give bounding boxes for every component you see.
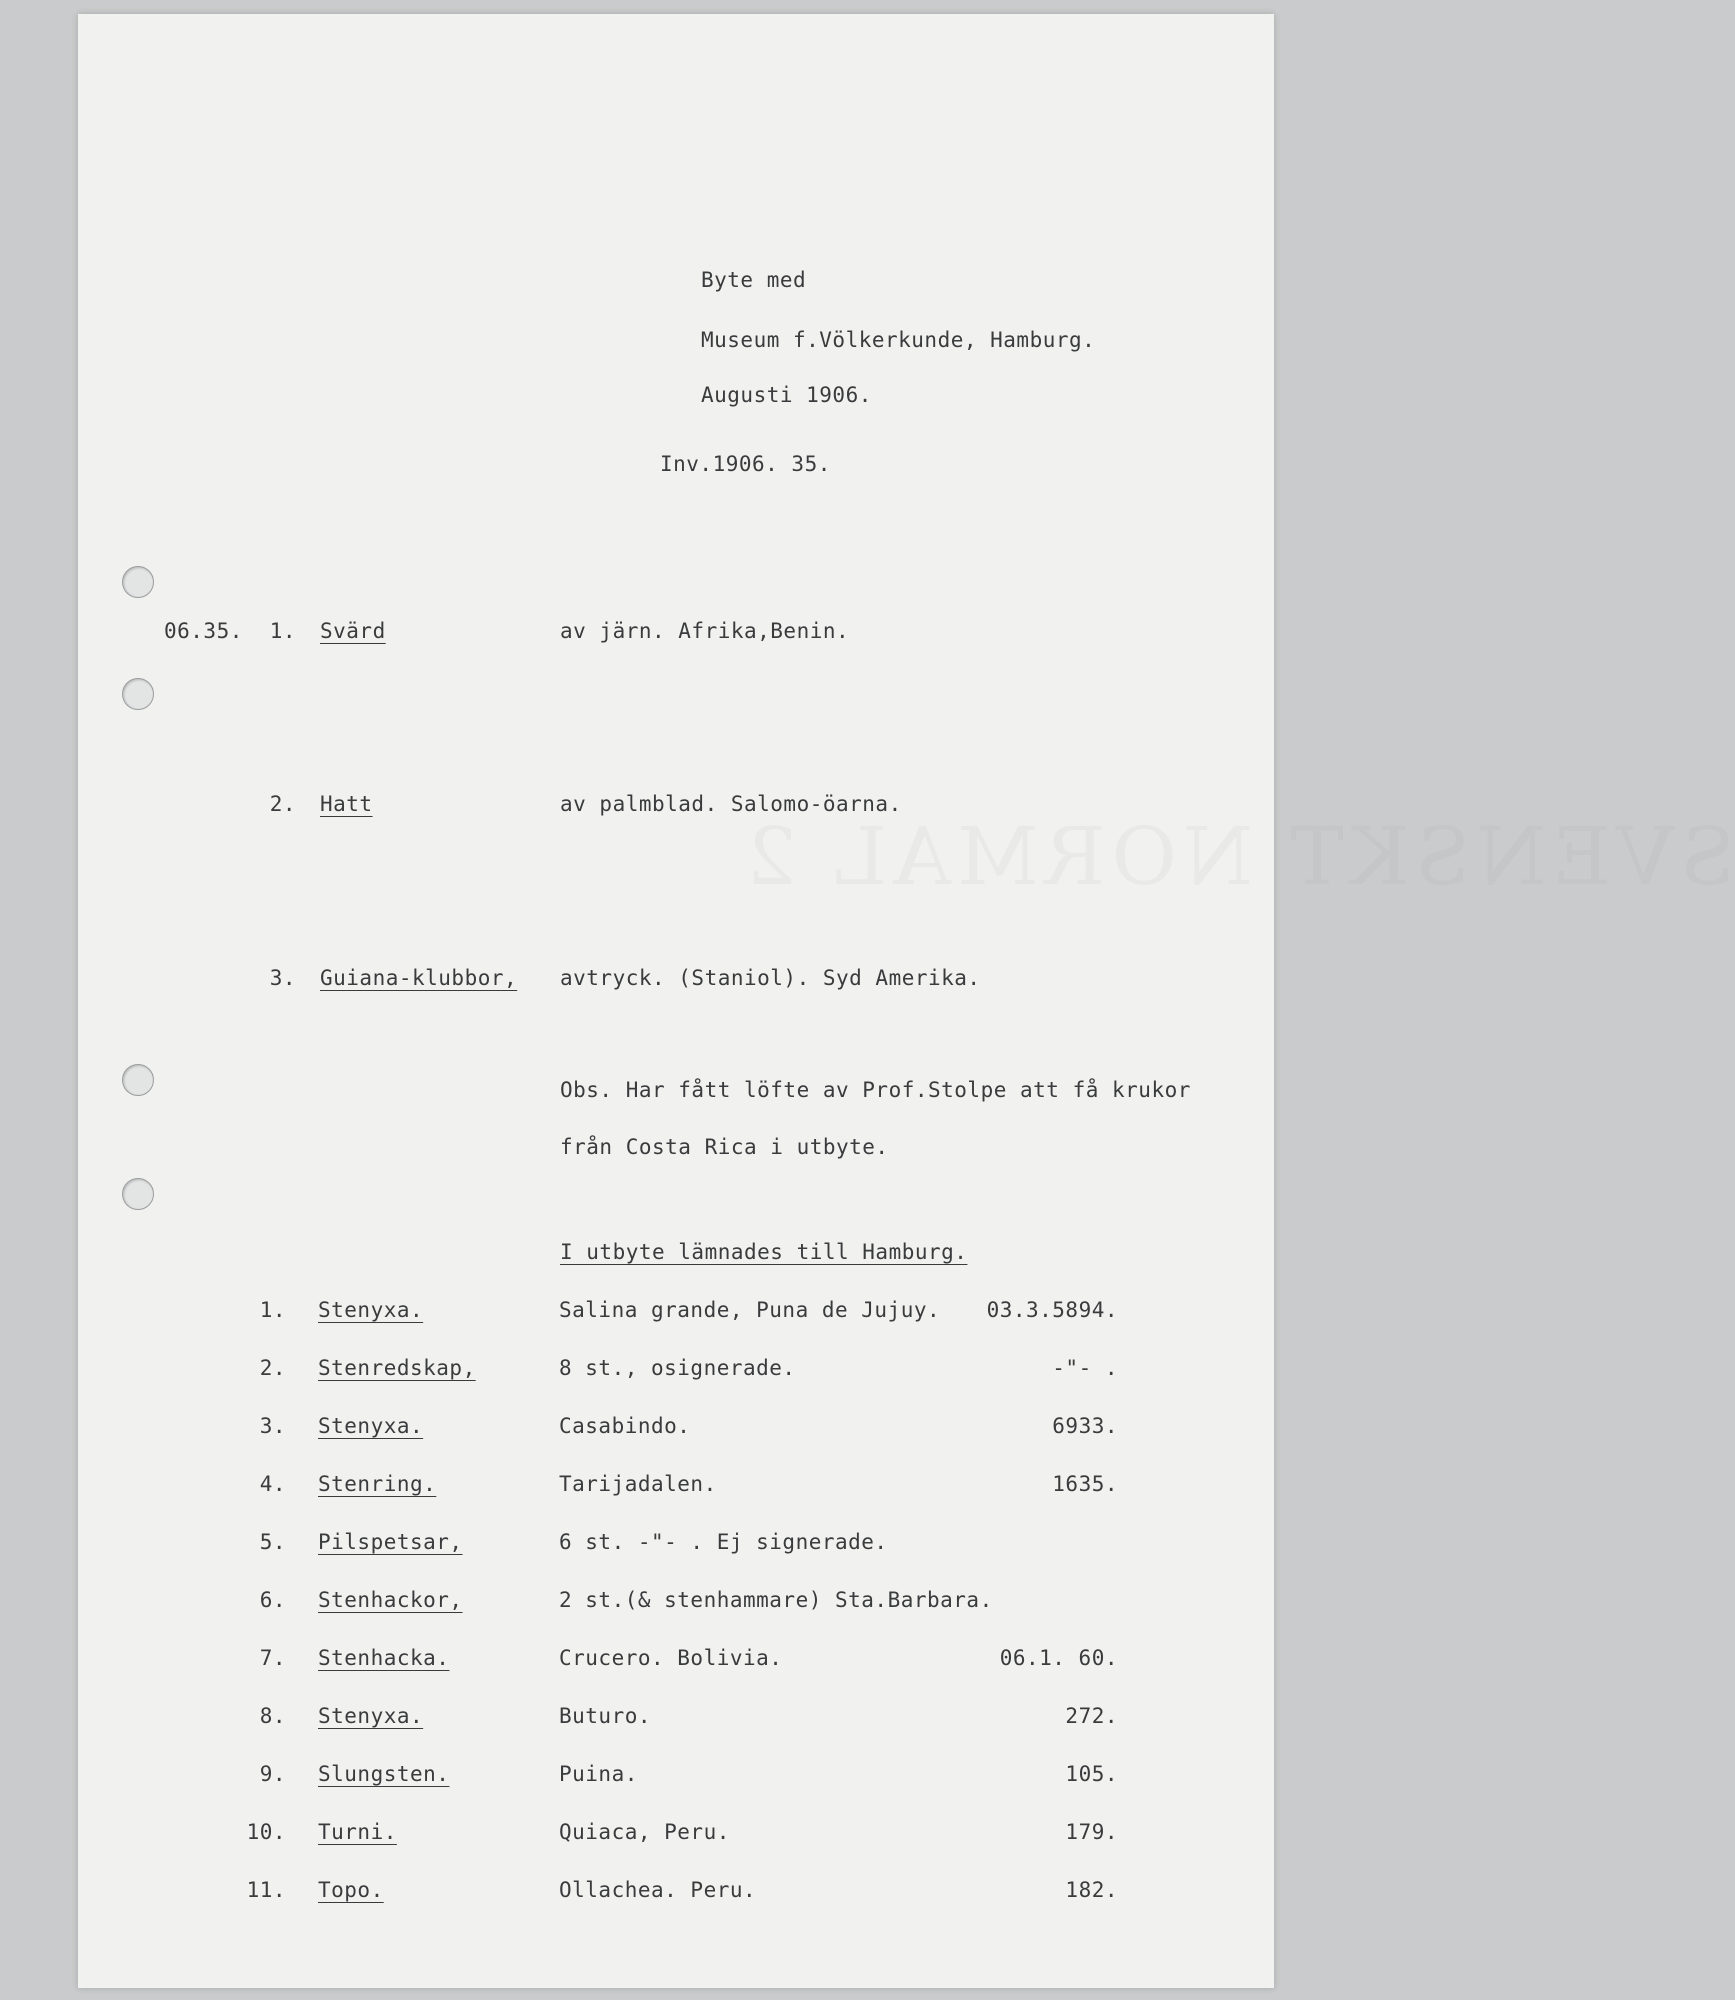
item-reference: 03.3.5894. xyxy=(986,1298,1118,1322)
item-description: av palmblad. Salomo-öarna. xyxy=(560,792,902,816)
item-number: 2. xyxy=(269,792,296,816)
item-number: 5. xyxy=(259,1530,286,1554)
item-reference: 179. xyxy=(1065,1820,1118,1844)
item-name: Stenyxa. xyxy=(318,1298,424,1322)
item-name: Stenyxa. xyxy=(318,1704,424,1728)
item-reference: 182. xyxy=(1065,1878,1118,1902)
header-line-2: Museum f.Völkerkunde, Hamburg. xyxy=(701,328,1096,352)
item-name: Slungsten. xyxy=(318,1762,450,1786)
inventory-number: Inv.1906. 35. xyxy=(660,452,831,476)
item-reference: 105. xyxy=(1065,1762,1118,1786)
item-name: Guiana-klubbor, xyxy=(320,966,518,990)
item-number: 1. xyxy=(269,619,296,643)
item-name: Pilspetsar, xyxy=(318,1530,463,1554)
item-name: Hatt xyxy=(320,792,373,816)
item-description: 6 st. -"- . Ej signerade. xyxy=(559,1530,888,1554)
item-name: Stenhacka. xyxy=(318,1646,450,1670)
item-name: Stenredskap, xyxy=(318,1356,476,1380)
item-number: 3. xyxy=(269,966,296,990)
given-heading: I utbyte lämnades till Hamburg. xyxy=(560,1240,968,1264)
item-name: Stenhackor, xyxy=(318,1588,463,1612)
item-description: 2 st.(& stenhammare) Sta.Barbara. xyxy=(559,1588,993,1612)
punch-hole xyxy=(122,1178,154,1210)
item-reference: 6933. xyxy=(1052,1414,1118,1438)
document-page xyxy=(78,14,1274,1988)
item-name: Topo. xyxy=(318,1878,384,1902)
item-reference: 1635. xyxy=(1052,1472,1118,1496)
item-number: 3. xyxy=(259,1414,286,1438)
note-line-2: från Costa Rica i utbyte. xyxy=(560,1135,889,1159)
item-number: 7. xyxy=(259,1646,286,1670)
item-description: avtryck. (Staniol). Syd Amerika. xyxy=(560,966,981,990)
item-description: 8 st., osignerade. xyxy=(559,1356,796,1380)
item-description: Crucero. Bolivia. xyxy=(559,1646,783,1670)
item-name: Stenring. xyxy=(318,1472,437,1496)
punch-hole xyxy=(122,566,154,598)
item-description: Casabindo. xyxy=(559,1414,691,1438)
item-number: 8. xyxy=(259,1704,286,1728)
item-reference: 06.1. 60. xyxy=(999,1646,1118,1670)
item-number: 11. xyxy=(246,1878,286,1902)
item-reference: 272. xyxy=(1065,1704,1118,1728)
item-description: Salina grande, Puna de Jujuy. xyxy=(559,1298,941,1322)
item-number: 10. xyxy=(246,1820,286,1844)
item-name: Stenyxa. xyxy=(318,1414,424,1438)
header-line-1: Byte med xyxy=(701,268,807,292)
item-number: 4. xyxy=(259,1472,286,1496)
punch-hole xyxy=(122,678,154,710)
header-line-3: Augusti 1906. xyxy=(701,383,872,407)
item-reference: -"- . xyxy=(1052,1356,1118,1380)
item-number: 1. xyxy=(259,1298,286,1322)
item-number: 9. xyxy=(259,1762,286,1786)
item-name: Svärd xyxy=(320,619,386,643)
item-description: Quiaca, Peru. xyxy=(559,1820,730,1844)
item-description: Tarijadalen. xyxy=(559,1472,717,1496)
item-number: 6. xyxy=(259,1588,286,1612)
paper-watermark: SVENSKT NORMAL 2 xyxy=(740,810,1735,903)
punch-hole xyxy=(122,1064,154,1096)
item-description: Ollachea. Peru. xyxy=(559,1878,757,1902)
item-description: av järn. Afrika,Benin. xyxy=(560,619,850,643)
item-description: Puina. xyxy=(559,1762,638,1786)
item-number: 2. xyxy=(259,1356,286,1380)
note-line-1: Obs. Har fått löfte av Prof.Stolpe att få krukor xyxy=(560,1078,1191,1102)
item-name: Turni. xyxy=(318,1820,397,1844)
item-description: Buturo. xyxy=(559,1704,652,1728)
item-prefix: 06.35. xyxy=(164,619,243,643)
